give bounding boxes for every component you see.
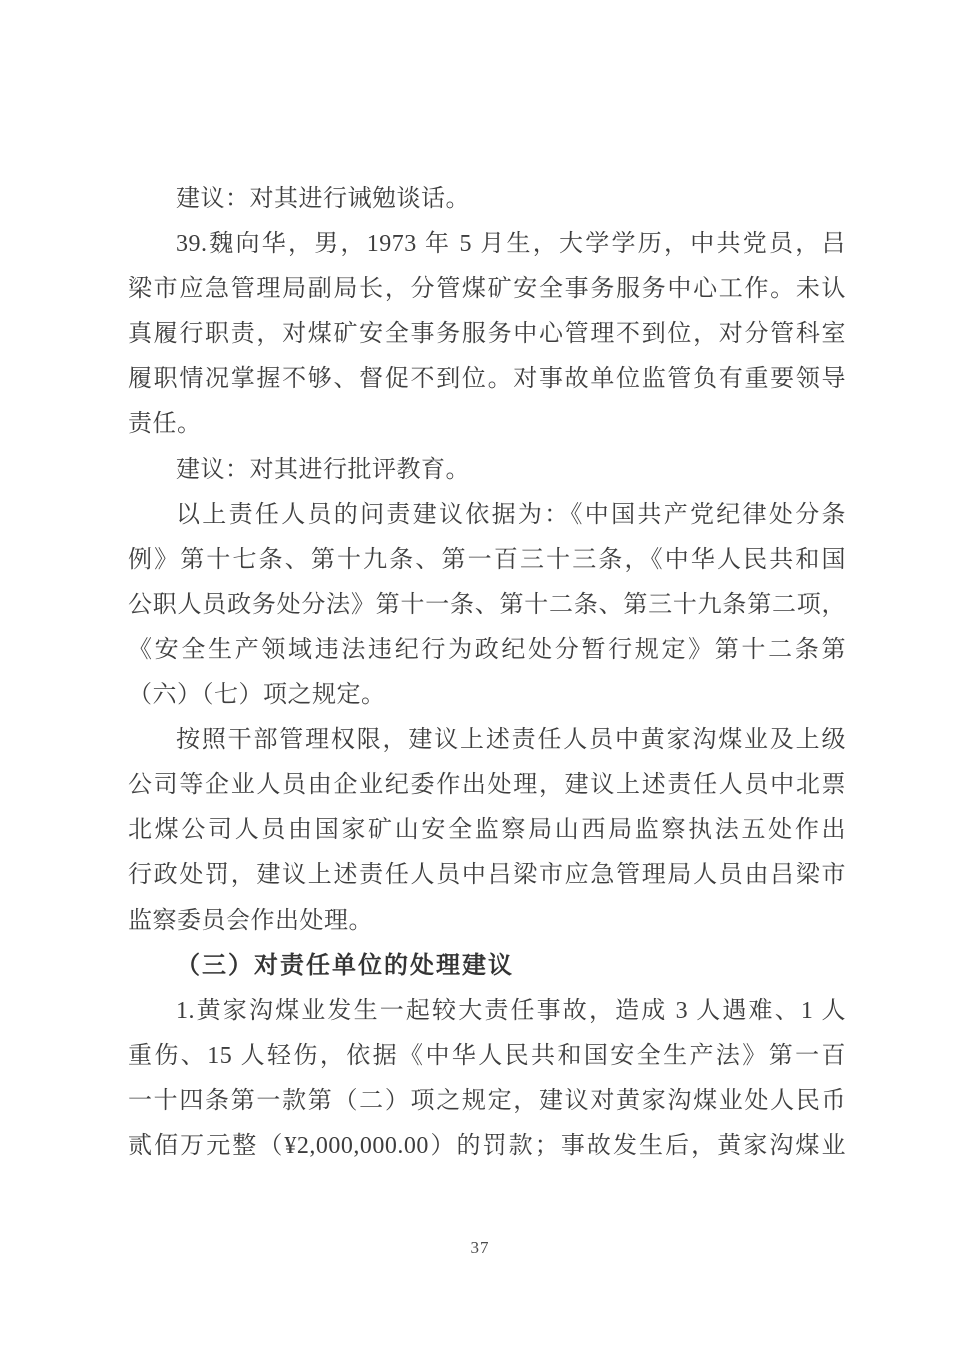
- text-line: 39.魏向华，男，1973 年 5 月生，大学学历，中共党员，吕: [176, 231, 846, 258]
- text-line: 贰佰万元整（¥2,000,000.00）的罚款；事故发生后，黄家沟煤业: [128, 1132, 846, 1159]
- text-line: 公职人员政务处分法》第十一条、第十二条、第三十九条第二项，: [128, 591, 846, 618]
- text-line: 梁市应急管理局副局长，分管煤矿安全事务服务中心工作。未认: [128, 276, 846, 303]
- text-line: 一十四条第一款第（二）项之规定，建议对黄家沟煤业处人民币: [128, 1087, 846, 1114]
- text-line: 履职情况掌握不够、督促不到位。对事故单位监管负有重要领导: [128, 366, 846, 393]
- section-heading: （三）对责任单位的处理建议: [176, 952, 514, 979]
- text-line: 重伤、15 人轻伤，依据《中华人民共和国安全生产法》第一百: [128, 1042, 846, 1069]
- text-line: （六）（七）项之规定。: [128, 682, 386, 709]
- text-line: 北煤公司人员由国家矿山安全监察局山西局监察执法五处作出: [128, 817, 846, 844]
- text-line: 建议：对其进行批评教育。: [176, 456, 470, 483]
- text-line: 真履行职责，对煤矿安全事务服务中心管理不到位，对分管科室: [128, 321, 846, 348]
- text-line: 监察委员会作出处理。: [128, 907, 373, 934]
- text-line: 例》第十七条、第十九条、第一百三十三条，《中华人民共和国: [128, 546, 846, 573]
- text-line: 《安全生产领域违法违纪行为政纪处分暂行规定》第十二条第: [128, 636, 846, 663]
- page-number: 37: [470, 1238, 490, 1257]
- text-lines: [128, 177, 846, 1169]
- text-line: 责任。: [128, 411, 202, 438]
- text-line: 建议：对其进行诫勉谈话。: [176, 186, 470, 212]
- text-line: 行政处罚，建议上述责任人员中吕梁市应急管理局人员由吕梁市: [128, 862, 846, 889]
- text-line: 1.黄家沟煤业发生一起较大责任事故，造成 3 人遇难、1 人: [176, 997, 846, 1024]
- text-line: 按照干部管理权限，建议上述责任人员中黄家沟煤业及上级: [176, 727, 846, 754]
- text-line: 公司等企业人员由企业纪委作出处理，建议上述责任人员中北票: [128, 772, 846, 799]
- text-line: 以上责任人员的问责建议依据为：《中国共产党纪律处分条: [176, 501, 846, 528]
